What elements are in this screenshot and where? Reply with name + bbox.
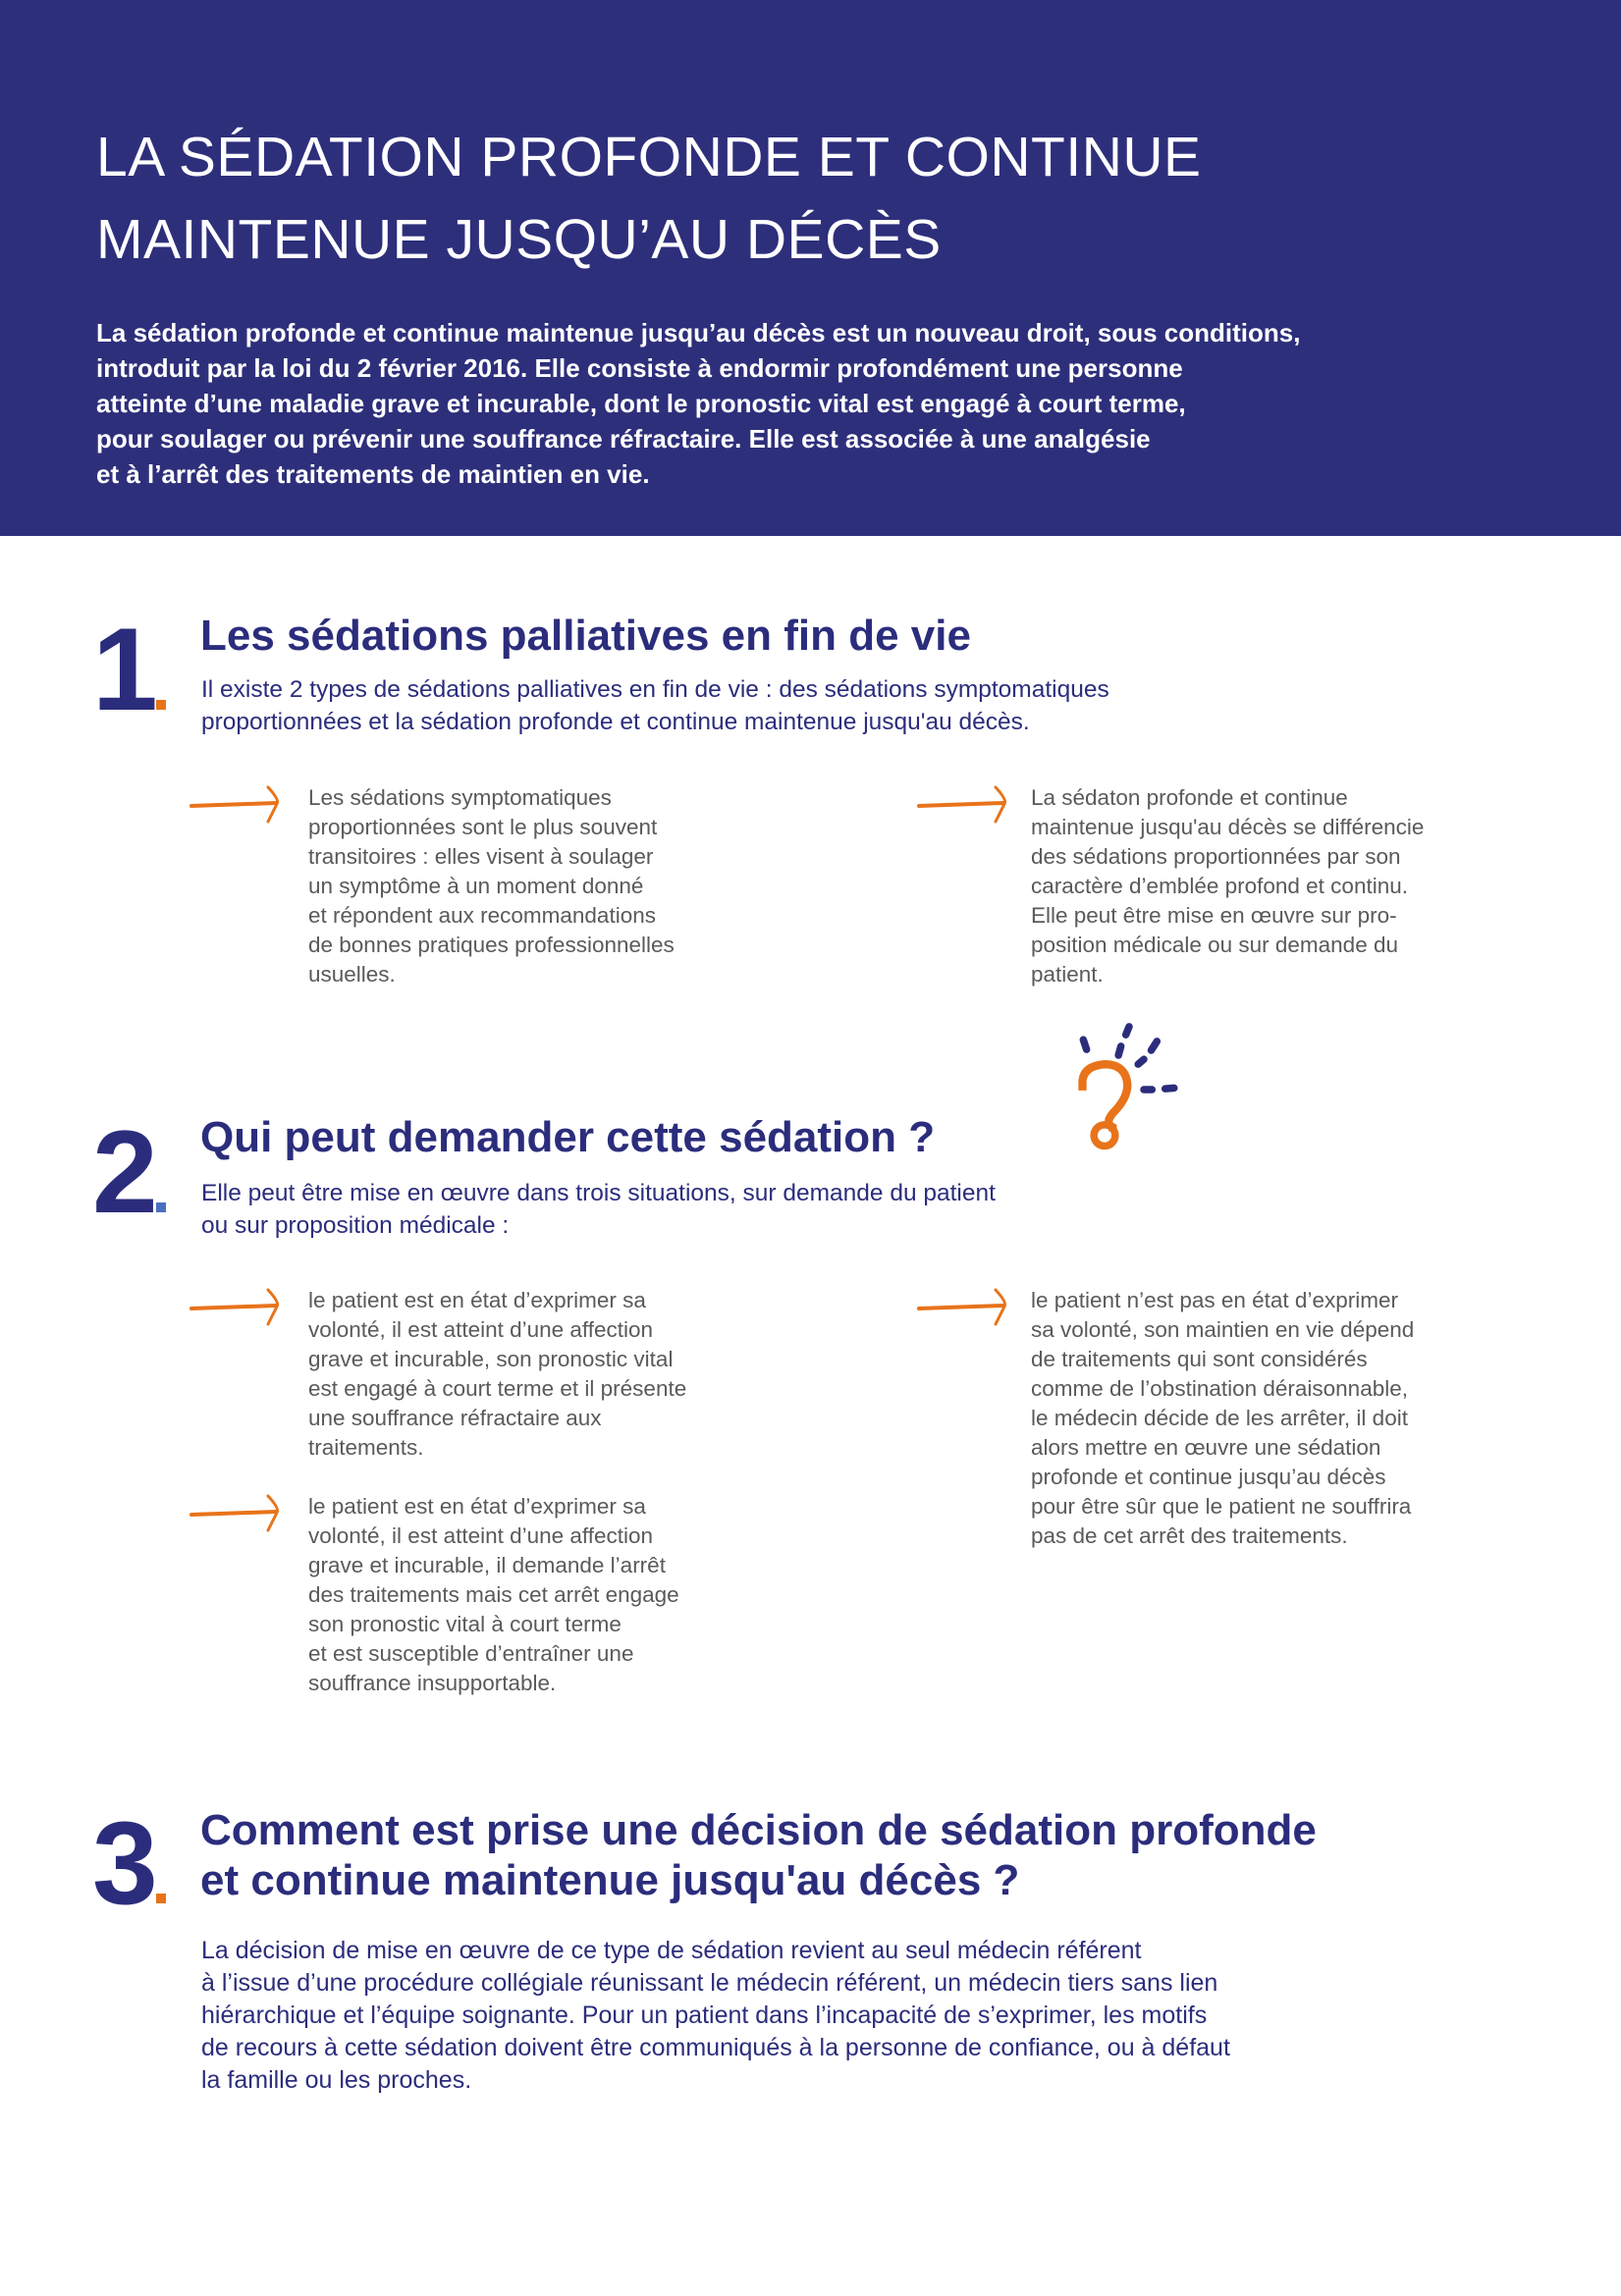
bullet-line: un symptôme à un moment donné — [308, 874, 644, 898]
heading-line: et continue maintenue jusqu'au décès ? — [200, 1856, 1020, 1904]
bullet-line: sa volonté, son maintien en vie dépend — [1031, 1317, 1415, 1342]
bullet-text — [308, 1492, 679, 1698]
arrow-right-icon — [917, 784, 1011, 824]
title-line: LA SÉDATION PROFONDE ET CONTINUE — [96, 126, 1202, 188]
orange-dot — [156, 700, 166, 710]
bullet-line: des traitements mais cet arrêt engage — [308, 1582, 679, 1607]
arrow-right-icon — [189, 1287, 284, 1326]
body-line: hiérarchique et l’équipe soignante. Pour un patient dans l’incapacité de s’exprimer, les motifs — [201, 2002, 1208, 2029]
bullet-line: de traitements qui sont considérés — [1031, 1347, 1368, 1371]
subtitle-line: Elle peut être mise en œuvre dans trois situations, sur demande du patient — [201, 1180, 996, 1206]
subtitle-line: proportionnées et la sédation profonde et continue maintenue jusqu'au décès. — [201, 709, 1030, 735]
body-line: à l’issue d’une procédure collégiale réunissant le médecin référent, un médecin tiers sans lien — [201, 1969, 1218, 1997]
bullet-line: comme de l’obstination déraisonnable, — [1031, 1376, 1408, 1401]
section-heading — [200, 1805, 1317, 1905]
bullet-line: pour être sûr que le patient ne souffrira — [1031, 1494, 1412, 1519]
bullet-line: des sédations proportionnées par son — [1031, 844, 1401, 869]
body-line: La décision de mise en œuvre de ce type de sédation revient au seul médecin référent — [201, 1937, 1142, 1964]
section-body — [201, 1935, 1230, 2097]
bullet-line: grave et incurable, son pronostic vital — [308, 1347, 674, 1371]
section-subtitle — [201, 673, 1109, 738]
bullet-line: volonté, il est atteint d’une affection — [308, 1523, 654, 1548]
section-number-2 — [92, 1106, 166, 1238]
bullet-line: souffrance insupportable. — [308, 1671, 557, 1695]
section-number-3 — [92, 1797, 166, 1929]
bullet-line: patient. — [1031, 962, 1104, 987]
bullet-line: profonde et continue jusqu’au décès — [1031, 1465, 1386, 1489]
bullet-line: une souffrance réfractaire aux — [308, 1406, 602, 1430]
body-line: de recours à cette sédation doivent être communiqués à la personne de confiance, ou à défaut — [201, 2034, 1230, 2061]
bullet-line: transitoires : elles visent à soulager — [308, 844, 654, 869]
section-number: 1 — [92, 604, 154, 735]
bullet-line: le patient est en état d’exprimer sa — [308, 1494, 646, 1519]
bullet-line: alors mettre en œuvre une sédation — [1031, 1435, 1381, 1460]
section-number: 3 — [92, 1797, 154, 1929]
section-heading: Les sédations palliatives en fin de vie — [200, 612, 971, 660]
section-subtitle — [201, 1177, 996, 1242]
page-title — [96, 116, 1202, 281]
arrow-right-icon — [189, 784, 284, 824]
intro-line: pour soulager ou prévenir une souffrance réfractaire. Elle est associée à une analgésie — [96, 424, 1151, 454]
bullet-line: caractère d’emblée profond et continu. — [1031, 874, 1408, 898]
title-line: MAINTENUE JUSQU’AU DÉCÈS — [96, 208, 942, 271]
bullet-text — [1031, 783, 1424, 989]
intro-line: et à l’arrêt des traitements de maintien en vie. — [96, 459, 650, 489]
bullet-line: le patient n’est pas en état d’exprimer — [1031, 1288, 1398, 1312]
arrow-right-icon — [189, 1493, 284, 1532]
bullet-line: est engagé à court terme et il présente — [308, 1376, 687, 1401]
subtitle-line: Il existe 2 types de sédations palliatives en fin de vie : des sédations symptomatiques — [201, 676, 1109, 703]
section-number: 2 — [92, 1106, 154, 1238]
section-heading: Qui peut demander cette sédation ? — [200, 1113, 936, 1161]
blue-dot — [156, 1202, 166, 1212]
bullet-line: usuelles. — [308, 962, 396, 987]
bullet-text — [1031, 1286, 1414, 1551]
bullet-line: traitements. — [308, 1435, 424, 1460]
bullet-line: Les sédations symptomatiques — [308, 785, 612, 810]
bullet-line: et est susceptible d’entraîner une — [308, 1641, 634, 1666]
bullet-line: La sédaton profonde et continue — [1031, 785, 1348, 810]
section-number-1 — [92, 604, 166, 735]
body-line: la famille ou les proches. — [201, 2066, 472, 2094]
bullet-line: volonté, il est atteint d’une affection — [308, 1317, 654, 1342]
bullet-line: grave et incurable, il demande l’arrêt — [308, 1553, 666, 1577]
subtitle-line: ou sur proposition médicale : — [201, 1212, 510, 1239]
arrow-right-icon — [917, 1287, 1011, 1326]
bullet-line: son pronostic vital à court terme — [308, 1612, 621, 1636]
bullet-line: le médecin décide de les arrêter, il doit — [1031, 1406, 1408, 1430]
bullet-line: Elle peut être mise en œuvre sur pro- — [1031, 903, 1397, 928]
bullet-text — [308, 783, 675, 989]
intro-line: introduit par la loi du 2 février 2016. Elle consiste à endormir profondément une personne — [96, 353, 1183, 383]
bullet-text — [308, 1286, 686, 1463]
bullet-line: maintenue jusqu'au décès se différencie — [1031, 815, 1425, 839]
bullet-line: pas de cet arrêt des traitements. — [1031, 1523, 1348, 1548]
intro-paragraph — [96, 315, 1300, 492]
question-mark-icon — [1055, 1001, 1203, 1163]
bullet-line: le patient est en état d’exprimer sa — [308, 1288, 646, 1312]
bullet-line: et répondent aux recommandations — [308, 903, 656, 928]
bullet-line: de bonnes pratiques professionnelles — [308, 933, 675, 957]
bullet-line: proportionnées sont le plus souvent — [308, 815, 658, 839]
intro-line: La sédation profonde et continue maintenue jusqu’au décès est un nouveau droit, sous conditions, — [96, 318, 1301, 347]
bullet-line: position médicale ou sur demande du — [1031, 933, 1398, 957]
heading-line: Comment est prise une décision de sédation profonde — [200, 1806, 1317, 1854]
intro-line: atteinte d’une maladie grave et incurable, dont le pronostic vital est engagé à court terme, — [96, 389, 1186, 418]
orange-dot — [156, 1894, 166, 1903]
